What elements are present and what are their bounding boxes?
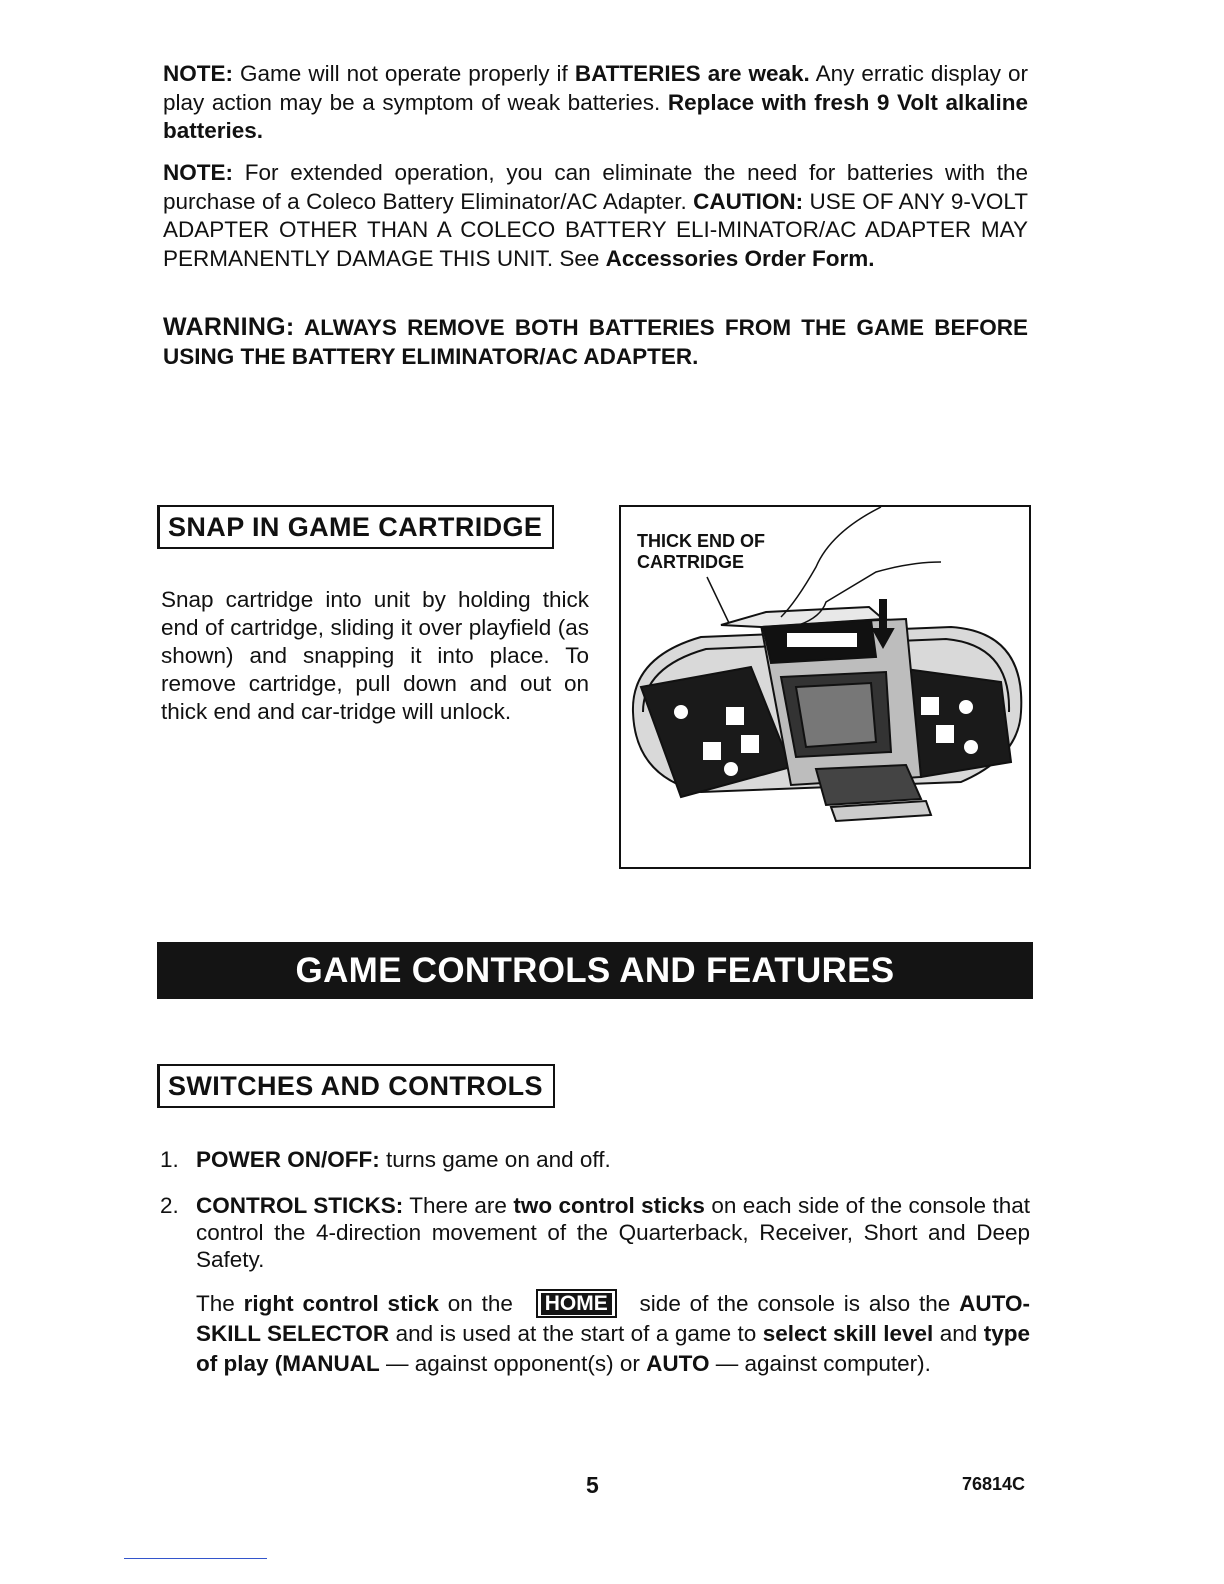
note-text: Game will not operate properly if xyxy=(233,61,575,86)
note-label: NOTE: xyxy=(163,160,233,185)
cartridge-illustration xyxy=(619,505,1031,869)
item-description: turns game on and off. xyxy=(379,1147,611,1172)
note-emphasis: Replace with fresh 9 Volt alkaline batteries. xyxy=(163,89,1028,143)
caution-label: CAUTION: xyxy=(693,188,804,214)
item-description: on each side of the console that control the 4-direction movement of the Quarterback, Receiver, Short and Deep Safety. xyxy=(196,1193,1030,1272)
list-number: 2. xyxy=(160,1193,179,1218)
note-weak-batteries xyxy=(163,60,1028,146)
item-emphasis: two control sticks xyxy=(513,1193,705,1218)
note-text: For extended operation, you can eliminate the need for batteries with the purchase of a Coleco Battery Eliminator/AC Adapter. xyxy=(163,160,1028,214)
list-item xyxy=(160,1146,1030,1173)
note-text: Any erratic display or play action may be a symptom of weak batteries. xyxy=(163,61,1028,115)
document-code: 76814C xyxy=(962,1474,1026,1494)
note-label: NOTE: xyxy=(163,61,233,86)
switches-controls-heading: SWITCHES AND CONTROLS xyxy=(157,1064,555,1108)
warning-text: ALWAYS REMOVE BOTH BATTERIES FROM THE GAME BEFORE USING THE BATTERY ELIMINATOR/AC ADAPTER. xyxy=(163,315,1028,369)
home-side-badge: HOME xyxy=(536,1289,617,1318)
item-description: There are xyxy=(403,1193,514,1218)
game-console-drawing xyxy=(621,507,1029,867)
item-term: POWER ON/OFF: xyxy=(196,1147,380,1172)
thick-end-callout: THICK END OF CARTRIDGE xyxy=(637,531,765,572)
controls-list xyxy=(160,1146,1030,1379)
caution-text: USE OF ANY 9-VOLT ADAPTER OTHER THAN A COLECO BATTERY ELI-MINATOR/AC ADAPTER MAY PERMANENTLY DAMAGE THIS UNIT. See xyxy=(163,188,1028,271)
list-number: 1. xyxy=(160,1147,179,1172)
note-emphasis: BATTERIES are weak. xyxy=(574,61,810,86)
list-item xyxy=(160,1192,1030,1273)
warning-label: WARNING: xyxy=(163,313,295,341)
accessories-reference: Accessories Order Form. xyxy=(605,245,875,271)
section-banner: GAME CONTROLS AND FEATURES xyxy=(157,942,1033,999)
note-battery-eliminator xyxy=(163,159,1028,273)
snap-cartridge-heading: SNAP IN GAME CARTRIDGE xyxy=(157,505,554,549)
page-number: 5 xyxy=(586,1472,599,1498)
warning-paragraph xyxy=(163,313,1028,371)
footer-rule xyxy=(124,1558,267,1559)
auto-skill-paragraph: The right control stick on the HOME side of the console is also the AUTO-SKILL SELECTOR and is used at the start of a game to select skill level and type of play (MANUAL — against opponent(s) or AUTO — against computer). xyxy=(196,1291,1030,1376)
item-term: CONTROL STICKS: xyxy=(196,1193,404,1218)
snap-cartridge-instructions: Snap cartridge into unit by holding thick end of cartridge, sliding it over playfield (as shown) and snapping it into place. To remove cartridge, pull down and out on thick end and car-tridge will unlock. xyxy=(161,587,589,724)
